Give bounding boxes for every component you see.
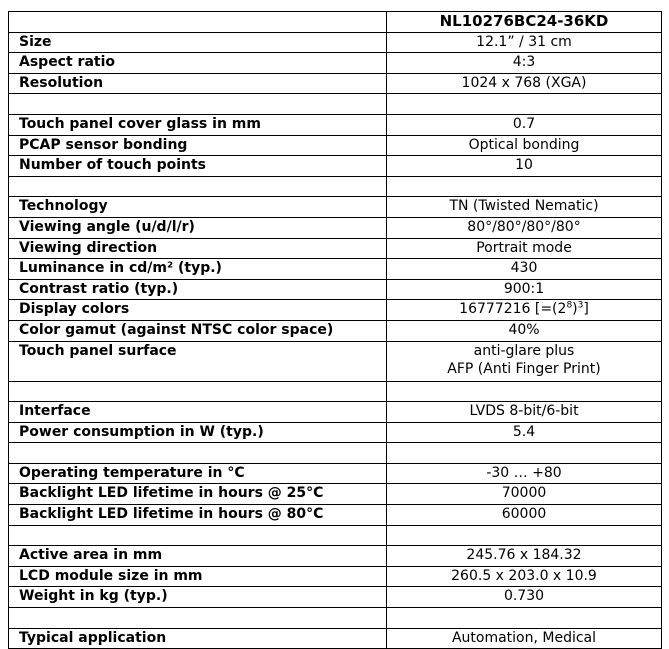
row-label: Aspect ratio [9,53,387,74]
row-label [9,381,387,402]
row-value: LVDS 8-bit/6-bit [387,402,662,423]
table-row [9,320,662,341]
value-line: anti-glare plus [473,342,575,359]
exponent: 8 [566,300,573,311]
table-row [9,587,662,608]
row-value [387,176,662,197]
row-label [9,176,387,197]
row-label: Touch panel surface [9,341,387,381]
row-value: 10 [387,156,662,177]
row-label: Display colors [9,300,387,321]
header-row [9,12,662,33]
spacer-row [9,94,662,115]
row-value: 70000 [387,484,662,505]
row-value [387,608,662,629]
row-value: 430 [387,259,662,280]
row-label [9,94,387,115]
spacer-row [9,381,662,402]
table-row [9,197,662,218]
spacer-row [9,443,662,464]
row-value: 40% [387,320,662,341]
row-value [387,341,662,381]
row-label: Backlight LED lifetime in hours @ 25°C [9,484,387,505]
row-value: 900:1 [387,279,662,300]
row-value [387,525,662,546]
row-label: Luminance in cd/m² (typ.) [9,259,387,280]
row-label: Weight in kg (typ.) [9,587,387,608]
row-label: Operating temperature in °C [9,463,387,484]
table-row [9,114,662,135]
row-value: -30 … +80 [387,463,662,484]
row-value: Portrait mode [387,238,662,259]
row-value: 260.5 x 203.0 x 10.9 [387,566,662,587]
table-row [9,505,662,526]
table-row [9,279,662,300]
value-text: ) [572,301,578,318]
row-label: Viewing angle (u/d/l/r) [9,217,387,238]
row-label: Contrast ratio (typ.) [9,279,387,300]
row-value: 12.1” / 31 cm [387,32,662,53]
row-label: Power consumption in W (typ.) [9,422,387,443]
row-label: Active area in mm [9,546,387,567]
display-colors-value [387,300,662,321]
row-label: PCAP sensor bonding [9,135,387,156]
spacer-row [9,608,662,629]
row-label: Resolution [9,73,387,94]
row-value: Optical bonding [387,135,662,156]
exponent: 3 [577,300,584,311]
table-row [9,217,662,238]
row-label [9,443,387,464]
table-row [9,566,662,587]
row-value: 80°/80°/80°/80° [387,217,662,238]
table-row [9,628,662,649]
value-text: ] [583,301,589,318]
table-row [9,484,662,505]
row-label: Touch panel cover glass in mm [9,114,387,135]
row-label: Interface [9,402,387,423]
row-value [387,443,662,464]
row-value: 0.730 [387,587,662,608]
table-row [9,73,662,94]
row-value: 60000 [387,505,662,526]
row-value: TN (Twisted Nematic) [387,197,662,218]
row-label: Number of touch points [9,156,387,177]
table-row [9,53,662,74]
row-value: 5.4 [387,422,662,443]
table-row [9,546,662,567]
table-row [9,402,662,423]
row-label: LCD module size in mm [9,566,387,587]
row-value [387,381,662,402]
row-label: Backlight LED lifetime in hours @ 80°C [9,505,387,526]
row-label: Viewing direction [9,238,387,259]
row-label: Typical application [9,628,387,649]
spec-table [8,11,662,649]
table-row [9,463,662,484]
model-name: NL10276BC24-36KD [387,12,662,33]
row-value: Automation, Medical [387,628,662,649]
value-line: AFP (Anti Finger Print) [447,360,601,377]
table-row [9,300,662,321]
row-label: Technology [9,197,387,218]
row-value: 0.7 [387,114,662,135]
table-row [9,238,662,259]
row-label: Color gamut (against NTSC color space) [9,320,387,341]
table-row [9,32,662,53]
table-row [9,156,662,177]
row-value [387,94,662,115]
row-value: 1024 x 768 (XGA) [387,73,662,94]
table-row [9,341,662,381]
row-label [9,608,387,629]
row-label: Size [9,32,387,53]
table-row [9,422,662,443]
value-text: 16777216 [=(2 [459,301,567,318]
spacer-row [9,176,662,197]
header-corner-cell [9,12,387,33]
row-value: 245.76 x 184.32 [387,546,662,567]
table-row [9,259,662,280]
spacer-row [9,525,662,546]
row-label [9,525,387,546]
table-row [9,135,662,156]
row-value: 4:3 [387,53,662,74]
